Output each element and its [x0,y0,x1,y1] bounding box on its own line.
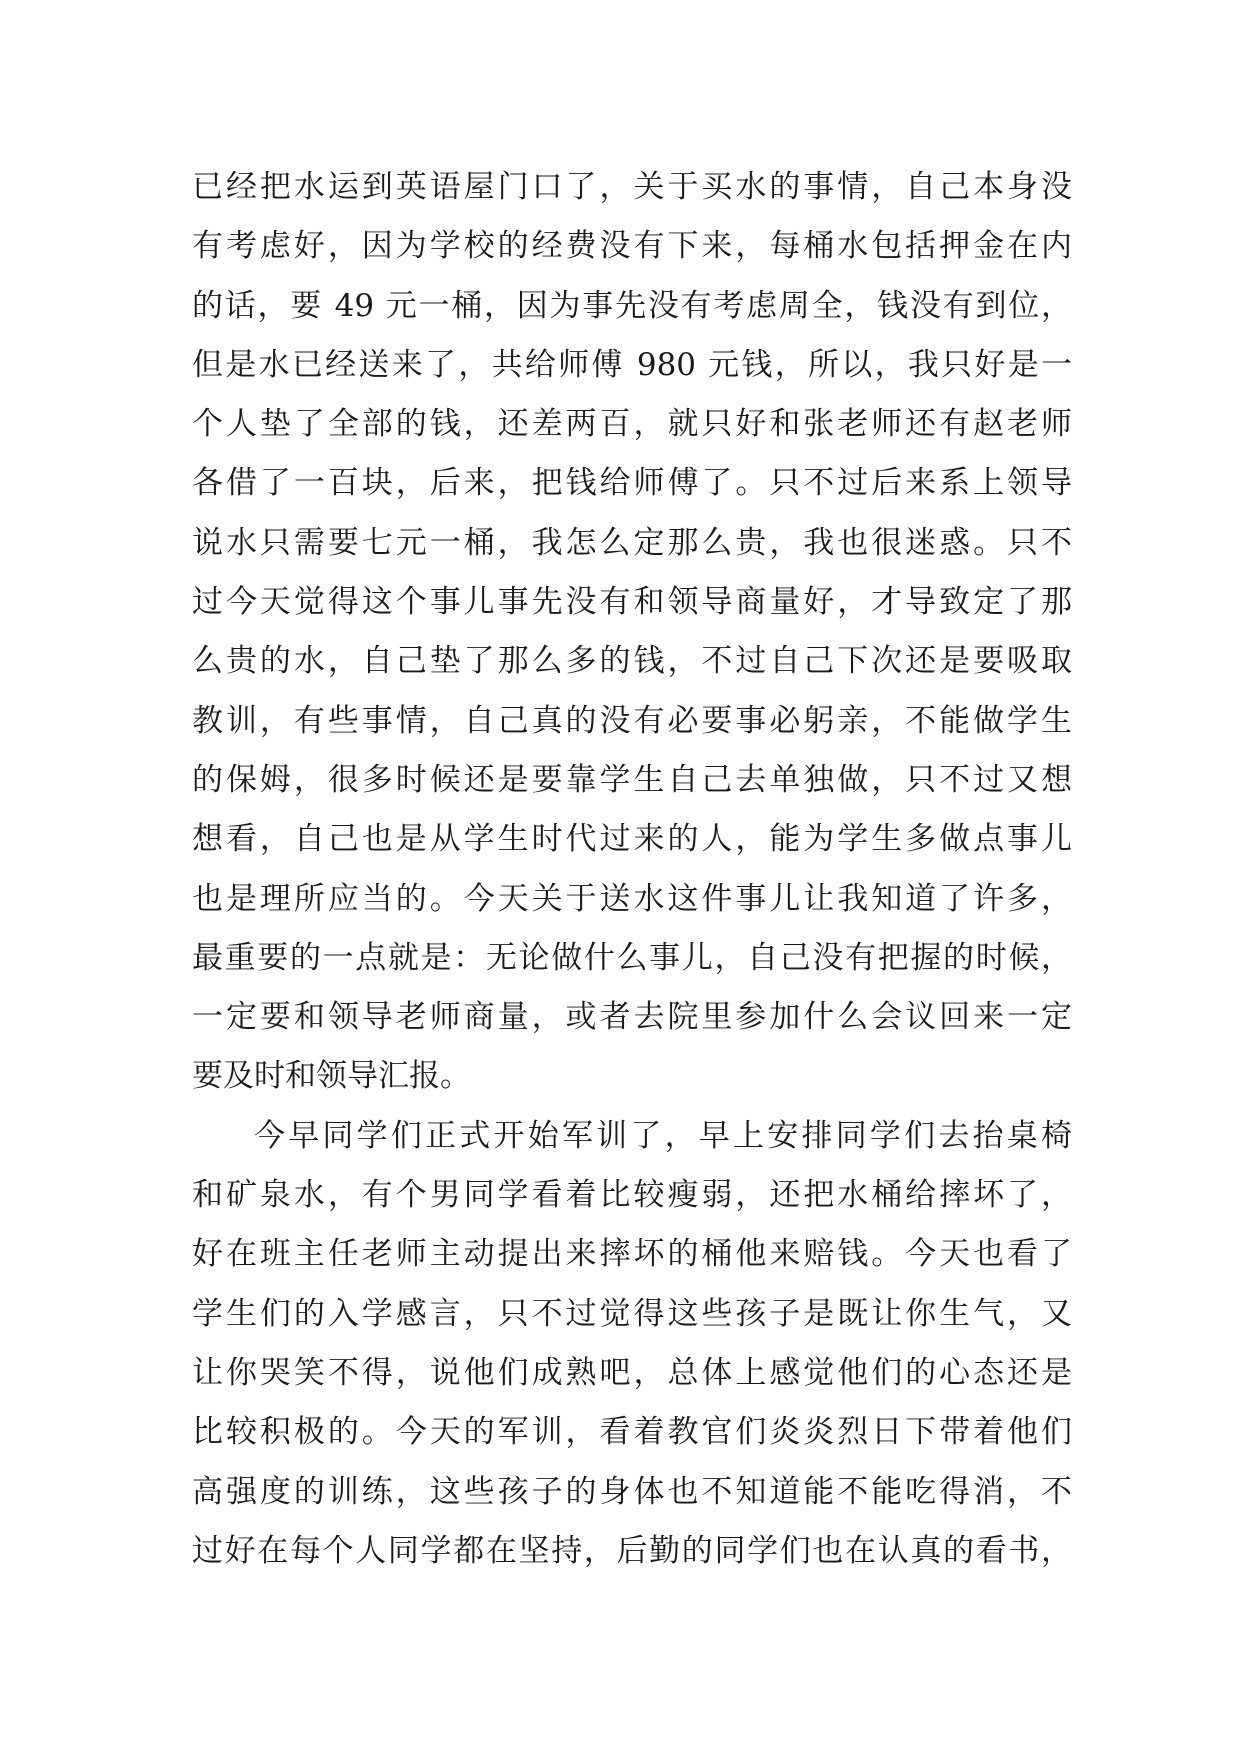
text-line: 教训，有些事情，自己真的没有必要事必躬亲，不能做学生 [192,702,1072,739]
text-line: 个人垫了全部的钱，还差两百，就只好和张老师还有赵老师 [192,406,1072,443]
text-line: 的保姆，很多时候还是要靠学生自己去单独做，只不过又想 [192,761,1072,798]
text-line: 也是理所应当的。今天关于送水这件事儿让我知道了许多， [192,880,1072,917]
text-line: 学生们的入学感言，只不过觉得这些孩子是既让你生气，又 [192,1295,1072,1332]
text-line: 高强度的训练，这些孩子的身体也不知道能不能吃得消，不 [192,1473,1072,1510]
text-line: 一定要和领导老师商量，或者去院里参加什么会议回来一定 [192,999,1072,1036]
text-line: 好在班主任老师主动提出来摔坏的桶他来赔钱。今天也看了 [192,1236,1072,1273]
text-line: 说水只需要七元一桶，我怎么定那么贵，我也很迷惑。只不 [192,524,1072,561]
text-line: 想看，自己也是从学生时代过来的人，能为学生多做点事儿 [192,821,1072,858]
text-line: 已经把水运到英语屋门口了，关于买水的事情，自己本身没 [192,169,1072,205]
text-line: 么贵的水，自己垫了那么多的钱，不过自己下次还是要吸取 [192,643,1072,680]
text-line: 今早同学们正式开始军训了，早上安排同学们去抬桌椅 [254,1117,1072,1154]
text-line: 各借了一百块，后来，把钱给师傅了。只不过后来系上领导 [192,465,1072,502]
text-line: 但是水已经送来了，共给师傅 980 元钱，所以，我只好是一 [192,346,1072,383]
paragraph [192,1107,1072,1581]
text-line: 让你哭笑不得，说他们成熟吧，总体上感觉他们的心态还是 [192,1354,1072,1391]
text-line: 最重要的一点就是：无论做什么事儿，自己没有把握的时候， [192,939,1072,976]
text-line: 过今天觉得这个事儿事先没有和领导商量好，才导致定了那 [192,584,1072,621]
text-line: 过好在每个人同学都在坚持，后勤的同学们也在认真的看书， [192,1532,1072,1569]
text-line: 要及时和领导汇报。 [192,1058,471,1095]
body-text [192,158,1072,1581]
text-line: 和矿泉水，有个男同学看着比较瘦弱，还把水桶给摔坏了， [192,1177,1072,1214]
paragraph [192,158,1072,1107]
text-line: 比较积极的。今天的军训，看着教官们炎炎烈日下带着他们 [192,1414,1072,1451]
text-line: 的话，要 49 元一桶，因为事先没有考虑周全，钱没有到位， [192,287,1072,324]
text-line: 有考虑好，因为学校的经费没有下来，每桶水包括押金在内 [192,228,1072,265]
